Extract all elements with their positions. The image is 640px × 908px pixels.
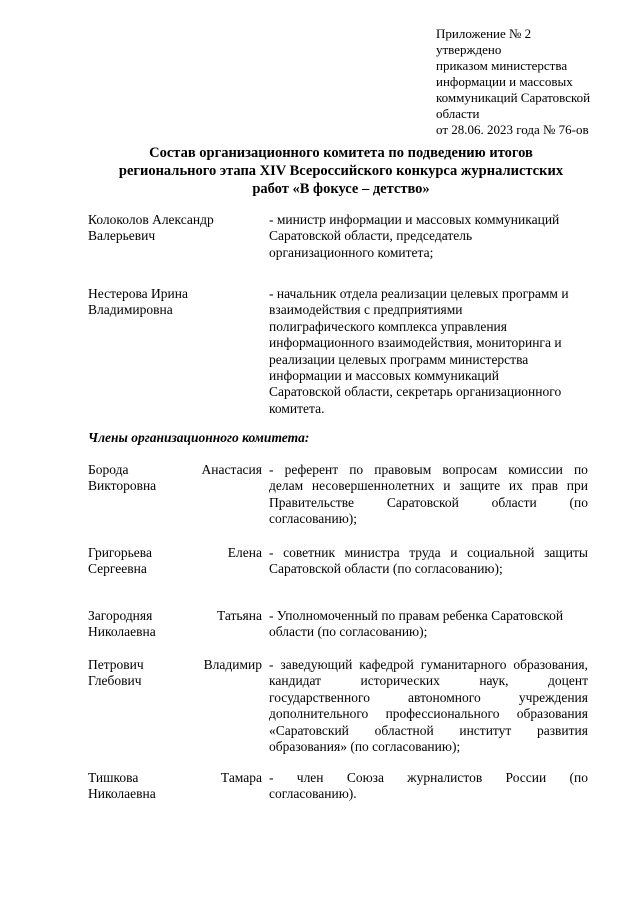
person-name: Тишкова Тамара Николаевна: [88, 770, 262, 802]
person-name: Петрович Владимир Глебович: [88, 657, 262, 689]
person-role: - министр информации и массовых коммуникаций Саратовской области, председатель организационного комитета;: [269, 212, 560, 260]
person-role: - референт по правовым вопросам комиссии по делам несовершеннолетних и защите их прав при Правительстве Саратовской области (по согласованию);: [269, 462, 588, 527]
approval-line: от 28.06. 2023 года № 76-ов: [436, 122, 589, 137]
person-name: Нестерова Ирина Владимировна: [88, 286, 188, 318]
person-role: - заведующий кафедрой гуманитарного образования, кандидат исторических наук, доцент государственного автономного учреждения дополнительного профессионального образования «Саратовский областной институт развития образования» (по согласованию);: [269, 657, 588, 755]
approval-line: утверждено: [436, 42, 502, 57]
person-name: Колоколов Александр Валерьевич: [88, 212, 214, 244]
approval-line: коммуникаций Саратовской: [436, 90, 591, 105]
title-line: регионального этапа XIV Всероссийского конкурса журналистских: [118, 163, 564, 179]
members-heading: Члены организационного комитета:: [88, 430, 310, 445]
person-role: - член Союза журналистов России (по согласованию).: [269, 770, 588, 802]
person-role: - советник министра труда и социальной защиты Саратовской области (по согласованию);: [269, 545, 588, 577]
approval-block: [436, 26, 626, 138]
title-line: Состав организационного комитета по подведению итогов: [149, 145, 533, 161]
person-role: - начальник отдела реализации целевых программ и взаимодействия с предприятиями полиграфического комплекса управления информационного взаимодействия, мониторинга и реализации целевых программ министерства информации и массовых коммуникаций Саратовской области, секретарь организационного комитета.: [269, 286, 569, 416]
approval-line: приказом министерства: [436, 58, 568, 73]
person-name: Григорьева Елена Сергеевна: [88, 545, 262, 577]
approval-line: информации и массовых: [436, 74, 573, 89]
person-name: Загородняя Татьяна Николаевна: [88, 608, 262, 640]
person-name: Борода Анастасия Викторовна: [88, 462, 262, 494]
approval-line: области: [436, 106, 480, 121]
title-line: работ «В фокусе – детство»: [252, 181, 430, 197]
approval-line: Приложение № 2: [436, 26, 532, 41]
person-role: - Уполномоченный по правам ребенка Саратовской области (по согласованию);: [269, 608, 564, 640]
document-title: [96, 144, 586, 198]
